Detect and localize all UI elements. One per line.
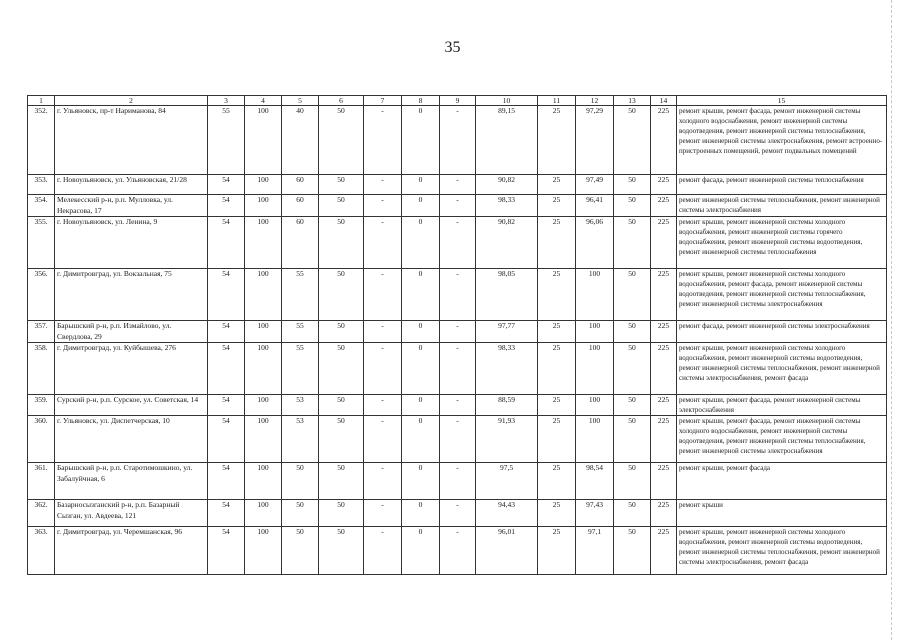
value-cell: 100 — [245, 463, 282, 500]
row-number-cell: 356. — [28, 269, 55, 321]
value-cell: 50 — [319, 500, 364, 527]
value-cell: 100 — [245, 500, 282, 527]
value-cell: 89,15 — [476, 106, 538, 175]
value-cell: - — [440, 217, 476, 269]
works-cell: ремонт крыши, ремонт инженерной системы холодного водоснабжения, ремонт инженерной системы горячего водоснабжения, ремонт инженерной системы водоотведения, ремонт инженерной системы теплоснабжения — [677, 217, 887, 269]
works-cell: ремонт крыши, ремонт инженерной системы холодного водоснабжения, ремонт инженерной системы водоотведения, ремонт инженерной системы теплоснабжения, ремонт инженерной системы электроснабжения, ремонт фасада — [677, 343, 887, 395]
value-cell: 100 — [245, 106, 282, 175]
value-cell: 25 — [538, 463, 576, 500]
value-cell: 50 — [319, 175, 364, 195]
value-cell: 225 — [651, 527, 677, 575]
table-row — [28, 463, 887, 500]
value-cell: 55 — [282, 269, 319, 321]
row-number-cell: 360. — [28, 416, 55, 463]
value-cell: 94,43 — [476, 500, 538, 527]
value-cell: - — [440, 527, 476, 575]
value-cell: 97,1 — [576, 527, 614, 575]
value-cell: 0 — [402, 500, 440, 527]
works-cell: ремонт крыши, ремонт инженерной системы холодного водоснабжения, ремонт фасада, ремонт инженерной системы водоотведения, ремонт инженерной системы теплоснабжения, ремонт инженерной системы электроснабжения — [677, 269, 887, 321]
value-cell: 98,54 — [576, 463, 614, 500]
row-number-cell: 354. — [28, 195, 55, 217]
value-cell: 100 — [576, 416, 614, 463]
registry-table — [27, 95, 887, 575]
value-cell: 100 — [245, 321, 282, 343]
value-cell: 25 — [538, 416, 576, 463]
value-cell: 96,06 — [576, 217, 614, 269]
value-cell: 90,82 — [476, 217, 538, 269]
value-cell: 54 — [208, 175, 245, 195]
header-cell: 5 — [282, 96, 319, 106]
value-cell: - — [440, 321, 476, 343]
table-row — [28, 321, 887, 343]
value-cell: 0 — [402, 395, 440, 416]
value-cell: 54 — [208, 343, 245, 395]
value-cell: 100 — [576, 395, 614, 416]
value-cell: 60 — [282, 195, 319, 217]
value-cell: 100 — [245, 175, 282, 195]
value-cell: 0 — [402, 175, 440, 195]
value-cell: 50 — [614, 500, 651, 527]
value-cell: 98,33 — [476, 343, 538, 395]
row-number-cell: 352. — [28, 106, 55, 175]
value-cell: 100 — [576, 343, 614, 395]
value-cell: 54 — [208, 217, 245, 269]
value-cell: 97,29 — [576, 106, 614, 175]
value-cell: - — [440, 195, 476, 217]
value-cell: 225 — [651, 269, 677, 321]
value-cell: 97,77 — [476, 321, 538, 343]
value-cell: 54 — [208, 527, 245, 575]
value-cell: 225 — [651, 321, 677, 343]
value-cell: - — [440, 106, 476, 175]
value-cell: 50 — [282, 500, 319, 527]
value-cell: 55 — [282, 321, 319, 343]
address-cell: г. Димитровград, ул. Куйбышева, 276 — [55, 343, 208, 395]
value-cell: 40 — [282, 106, 319, 175]
value-cell: 54 — [208, 500, 245, 527]
value-cell: 225 — [651, 463, 677, 500]
value-cell: 55 — [208, 106, 245, 175]
value-cell: 0 — [402, 217, 440, 269]
row-number-cell: 358. — [28, 343, 55, 395]
value-cell: - — [364, 106, 402, 175]
value-cell: - — [440, 463, 476, 500]
table-row — [28, 217, 887, 269]
value-cell: - — [440, 175, 476, 195]
value-cell: 50 — [614, 463, 651, 500]
table-row — [28, 106, 887, 175]
header-cell: 10 — [476, 96, 538, 106]
value-cell: 225 — [651, 500, 677, 527]
value-cell: 54 — [208, 195, 245, 217]
value-cell: 25 — [538, 269, 576, 321]
address-cell: Барышский р-н, р.п. Старотимошкино, ул. Забалуйчная, 6 — [55, 463, 208, 500]
value-cell: 50 — [319, 343, 364, 395]
address-cell: г. Ульяновск, ул. Диспетчерская, 10 — [55, 416, 208, 463]
works-cell: ремонт крыши, ремонт инженерной системы холодного водоснабжения, ремонт инженерной системы водоотведения, ремонт инженерной системы теплоснабжения, ремонт инженерной системы электроснабжения, ремонт фасада — [677, 527, 887, 575]
works-cell: ремонт крыши — [677, 500, 887, 527]
row-number-cell: 359. — [28, 395, 55, 416]
value-cell: 100 — [576, 321, 614, 343]
row-number-cell: 361. — [28, 463, 55, 500]
address-cell: Барышский р-н, р.п. Измайлово, ул. Свердлова, 29 — [55, 321, 208, 343]
value-cell: 100 — [245, 269, 282, 321]
header-cell: 14 — [651, 96, 677, 106]
value-cell: 50 — [614, 527, 651, 575]
value-cell: 25 — [538, 217, 576, 269]
value-cell: 98,05 — [476, 269, 538, 321]
value-cell: 225 — [651, 343, 677, 395]
value-cell: 0 — [402, 269, 440, 321]
table-row — [28, 416, 887, 463]
value-cell: - — [364, 269, 402, 321]
header-cell: 2 — [55, 96, 208, 106]
value-cell: 25 — [538, 395, 576, 416]
value-cell: 225 — [651, 217, 677, 269]
value-cell: 225 — [651, 395, 677, 416]
value-cell: - — [364, 343, 402, 395]
value-cell: 50 — [614, 217, 651, 269]
value-cell: 25 — [538, 321, 576, 343]
header-cell: 13 — [614, 96, 651, 106]
value-cell: - — [364, 217, 402, 269]
works-cell: ремонт крыши, ремонт фасада, ремонт инженерной системы холодного водоснабжения, ремонт инженерной системы водоотведения, ремонт инженерной системы теплоснабжения, ремонт инженерной системы электроснабжения — [677, 416, 887, 463]
value-cell: - — [440, 416, 476, 463]
value-cell: 55 — [282, 343, 319, 395]
works-cell: ремонт крыши, ремонт фасада — [677, 463, 887, 500]
value-cell: 97,43 — [576, 500, 614, 527]
value-cell: 25 — [538, 343, 576, 395]
value-cell: 50 — [614, 321, 651, 343]
value-cell: 0 — [402, 463, 440, 500]
header-cell: 6 — [319, 96, 364, 106]
value-cell: 100 — [245, 195, 282, 217]
value-cell: 97,49 — [576, 175, 614, 195]
value-cell: 0 — [402, 321, 440, 343]
value-cell: 25 — [538, 106, 576, 175]
table-row — [28, 269, 887, 321]
row-number-cell: 363. — [28, 527, 55, 575]
row-number-cell: 353. — [28, 175, 55, 195]
value-cell: 98,33 — [476, 195, 538, 217]
works-cell: ремонт фасада, ремонт инженерной системы теплоснабжения — [677, 175, 887, 195]
header-cell: 12 — [576, 96, 614, 106]
value-cell: 97,5 — [476, 463, 538, 500]
table-row — [28, 500, 887, 527]
value-cell: 96,01 — [476, 527, 538, 575]
address-cell: Мелекесский р-н, р.п. Мулловка, ул. Некрасова, 17 — [55, 195, 208, 217]
value-cell: 54 — [208, 416, 245, 463]
value-cell: 100 — [245, 527, 282, 575]
address-cell: г. Новоульяновск, ул. Ульяновская, 21/28 — [55, 175, 208, 195]
address-cell: г. Ульяновск, пр-т Нариманова, 84 — [55, 106, 208, 175]
value-cell: - — [440, 343, 476, 395]
value-cell: 91,93 — [476, 416, 538, 463]
value-cell: 100 — [245, 395, 282, 416]
value-cell: 50 — [319, 463, 364, 500]
row-number-cell: 355. — [28, 217, 55, 269]
value-cell: 225 — [651, 416, 677, 463]
value-cell: 50 — [282, 527, 319, 575]
value-cell: 25 — [538, 527, 576, 575]
value-cell: 0 — [402, 106, 440, 175]
value-cell: 50 — [614, 106, 651, 175]
value-cell: 225 — [651, 195, 677, 217]
works-cell: ремонт крыши, ремонт фасада, ремонт инженерной системы электроснабжения — [677, 395, 887, 416]
value-cell: 50 — [614, 175, 651, 195]
works-cell: ремонт крыши, ремонт фасада, ремонт инженерной системы холодного водоснабжения, ремонт инженерной системы водоотведения, ремонт инженерной системы теплоснабжения, ремонт инженерной системы электроснабжения, ремонт встроенно-пристроенных помещений, ремонт подвальных помещений — [677, 106, 887, 175]
header-cell: 8 — [402, 96, 440, 106]
value-cell: 50 — [319, 195, 364, 217]
value-cell: - — [440, 500, 476, 527]
value-cell: 50 — [319, 321, 364, 343]
value-cell: 50 — [319, 217, 364, 269]
value-cell: 50 — [282, 463, 319, 500]
value-cell: - — [364, 416, 402, 463]
header-cell: 15 — [677, 96, 887, 106]
value-cell: 50 — [319, 269, 364, 321]
value-cell: 100 — [245, 343, 282, 395]
works-cell: ремонт фасада, ремонт инженерной системы электроснабжения — [677, 321, 887, 343]
page-number: 35 — [444, 39, 461, 56]
value-cell: 50 — [319, 106, 364, 175]
value-cell: 88,59 — [476, 395, 538, 416]
value-cell: 96,41 — [576, 195, 614, 217]
value-cell: 25 — [538, 175, 576, 195]
value-cell: 50 — [319, 416, 364, 463]
value-cell: 25 — [538, 500, 576, 527]
value-cell: 54 — [208, 463, 245, 500]
address-cell: Сурский р-н, р.п. Сурское, ул. Советская, 14 — [55, 395, 208, 416]
table-row — [28, 195, 887, 217]
value-cell: 53 — [282, 416, 319, 463]
value-cell: 0 — [402, 343, 440, 395]
value-cell: 50 — [319, 527, 364, 575]
value-cell: 0 — [402, 527, 440, 575]
address-cell: г. Димитровград, ул. Черемшанская, 96 — [55, 527, 208, 575]
value-cell: 100 — [576, 269, 614, 321]
header-cell: 3 — [208, 96, 245, 106]
table-row — [28, 175, 887, 195]
value-cell: - — [364, 175, 402, 195]
value-cell: - — [364, 195, 402, 217]
value-cell: 90,82 — [476, 175, 538, 195]
row-number-cell: 362. — [28, 500, 55, 527]
value-cell: 54 — [208, 269, 245, 321]
table-row — [28, 395, 887, 416]
table-row — [28, 343, 887, 395]
table-row — [28, 527, 887, 575]
address-cell: г. Новоульяновск, ул. Ленина, 9 — [55, 217, 208, 269]
value-cell: 60 — [282, 217, 319, 269]
value-cell: 225 — [651, 175, 677, 195]
value-cell: 225 — [651, 106, 677, 175]
value-cell: 50 — [319, 395, 364, 416]
value-cell: 100 — [245, 217, 282, 269]
value-cell: 0 — [402, 416, 440, 463]
value-cell: 60 — [282, 175, 319, 195]
header-cell: 4 — [245, 96, 282, 106]
value-cell: - — [364, 463, 402, 500]
value-cell: 50 — [614, 416, 651, 463]
value-cell: 53 — [282, 395, 319, 416]
value-cell: - — [364, 500, 402, 527]
header-cell: 9 — [440, 96, 476, 106]
value-cell: 0 — [402, 195, 440, 217]
value-cell: - — [440, 395, 476, 416]
value-cell: 100 — [245, 416, 282, 463]
value-cell: - — [440, 269, 476, 321]
value-cell: - — [364, 395, 402, 416]
value-cell: - — [364, 321, 402, 343]
value-cell: 54 — [208, 321, 245, 343]
value-cell: 50 — [614, 195, 651, 217]
header-cell: 7 — [364, 96, 402, 106]
address-cell: г. Димитровград, ул. Вокзальная, 75 — [55, 269, 208, 321]
header-cell: 11 — [538, 96, 576, 106]
value-cell: 25 — [538, 195, 576, 217]
value-cell: 54 — [208, 395, 245, 416]
header-row — [28, 96, 887, 106]
page-edge-line — [891, 0, 892, 640]
value-cell: 50 — [614, 395, 651, 416]
address-cell: Базарносызганский р-н, р.п. Базарный Сызган, ул. Авдеева, 121 — [55, 500, 208, 527]
works-cell: ремонт инженерной системы теплоснабжения, ремонт инженерной системы электроснабжения — [677, 195, 887, 217]
value-cell: 50 — [614, 343, 651, 395]
header-cell: 1 — [28, 96, 55, 106]
value-cell: - — [364, 527, 402, 575]
value-cell: 50 — [614, 269, 651, 321]
row-number-cell: 357. — [28, 321, 55, 343]
